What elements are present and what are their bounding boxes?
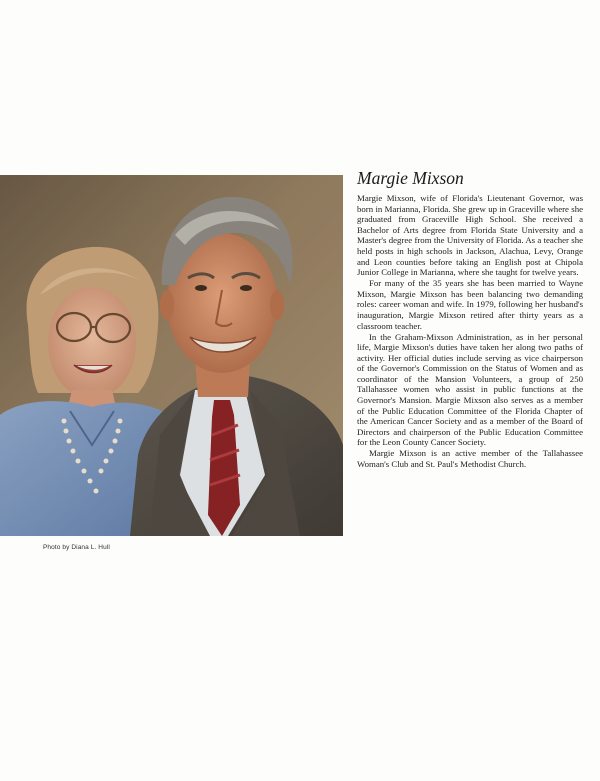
- portrait-photo: [0, 175, 343, 536]
- article-paragraph: In the Graham-Mixson Administration, as in her personal life, Margie Mixson's duties have taken her along two paths of activity. Her official duties include serving as vice chairperson of the Governor's Commission on the Status of Women and as coordinator of the Mansion Volunteers, a group of 250 Tallahassee women who assist in public functions at the Governor's Mansion. Margie Mixson also serves as a member of the Public Education Committee of the Florida Chapter of the American Cancer Society and as a member of the Board of Directors and chairperson of the Public Education Committee for the Leon County Cancer Society.: [357, 331, 583, 448]
- article-paragraph: Margie Mixson, wife of Florida's Lieutenant Governor, was born in Marianna, Florida. She grew up in Graceville where she graduated from Graceville High School. She received a Bachelor of Arts degree from Florida State University and a Master's degree from the University of Florida. As a teacher she held posts in high schools in Jackson, Alachua, Levy, Orange and Leon counties before taking an English post at Chipola Junior College in Marianna, where she taught for twelve years.: [357, 193, 583, 278]
- portrait-illustration: [0, 175, 343, 536]
- photo-credit: Photo by Diana L. Hull: [43, 544, 110, 551]
- article-body: [357, 193, 583, 470]
- article-paragraph: Margie Mixson is an active member of the Tallahassee Woman's Club and St. Paul's Methodist Church.: [357, 448, 583, 470]
- article-column: [357, 168, 583, 470]
- article-paragraph: For many of the 35 years she has been married to Wayne Mixson, Margie Mixson has been balancing two demanding roles: career woman and wife. In 1979, following her husband's inauguration, Margie Mixson retired after thirty years as a classroom teacher.: [357, 278, 583, 331]
- article-title: Margie Mixson: [357, 168, 464, 188]
